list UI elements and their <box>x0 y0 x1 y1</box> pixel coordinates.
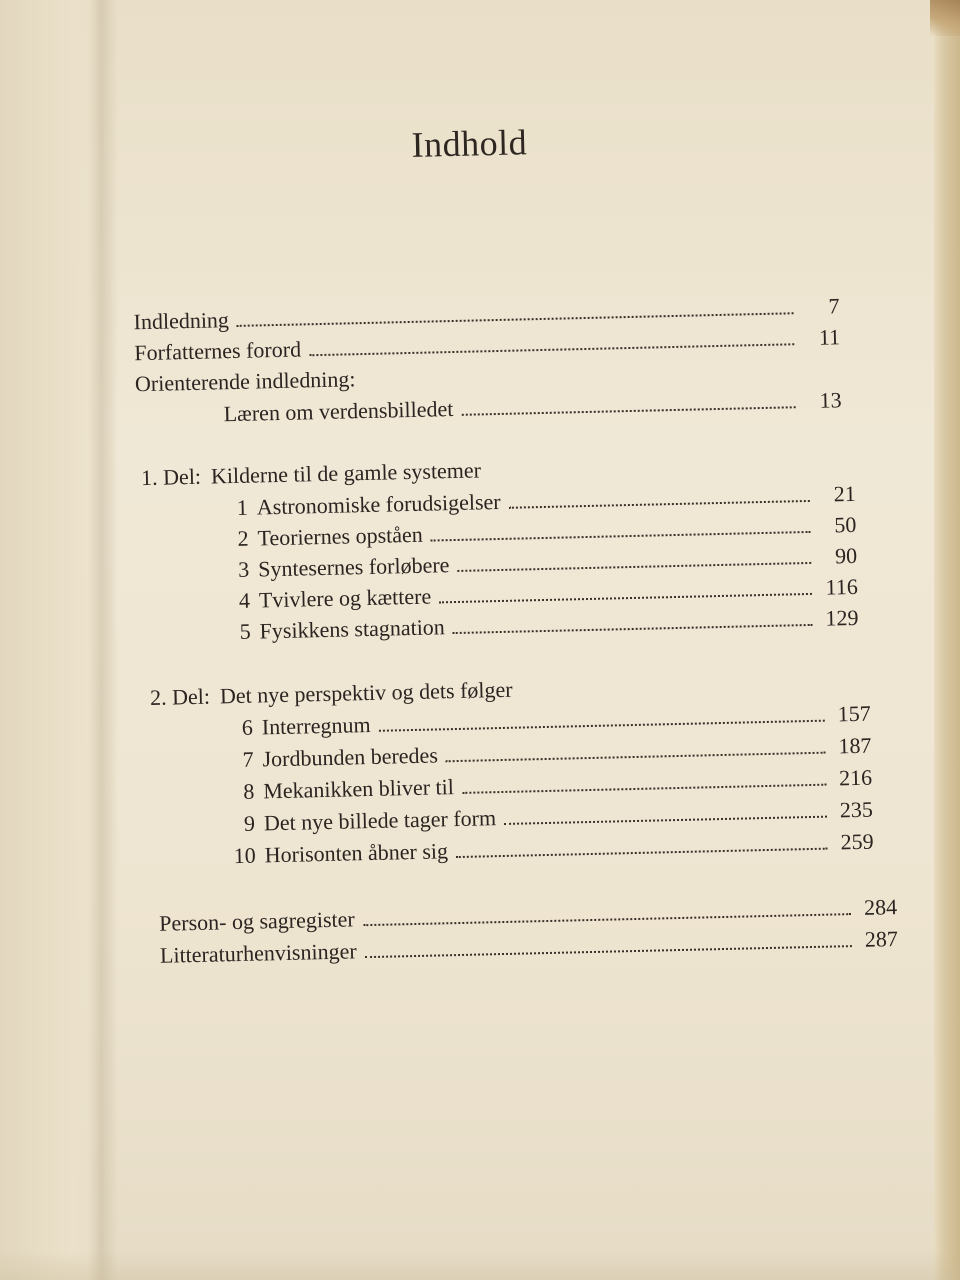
chapter-number: 4 <box>238 587 251 613</box>
chapter-page: 187 <box>838 732 872 759</box>
dot-leader <box>509 500 810 509</box>
toc-entry-page: 11 <box>818 324 841 350</box>
dot-leader <box>237 312 794 327</box>
dot-leader <box>363 913 851 926</box>
chapter-number: 2 <box>237 525 249 551</box>
chapter-number: 10 <box>233 842 257 869</box>
dot-leader <box>458 562 812 572</box>
chapter-title: Fysikkens stagnation <box>259 614 446 644</box>
chapter-title: Jordbunden beredes <box>262 742 439 772</box>
part-2-heading <box>150 676 513 712</box>
chapter-number: 8 <box>242 778 255 804</box>
part-1-label: 1. Del: <box>140 463 202 491</box>
chapter-number: 1 <box>236 494 249 520</box>
chapter-title: Teoriernes opståen <box>257 521 424 551</box>
toc-entry-page: 13 <box>819 387 842 413</box>
chapter-page: 235 <box>839 796 874 823</box>
chapter-title: Interregnum <box>261 711 371 740</box>
dot-leader <box>504 816 827 825</box>
chapter-title: Astronomiske forudsigelser <box>256 488 501 520</box>
dot-leader <box>453 624 813 634</box>
dot-leader <box>379 720 825 732</box>
dot-leader <box>462 784 826 794</box>
chapter-title: Syntesernes forløbere <box>257 552 450 582</box>
page-title: Indhold <box>411 122 528 165</box>
chapter-page: 129 <box>825 604 859 631</box>
part-2-title: Det nye perspektiv og dets følger <box>219 676 513 709</box>
dot-leader <box>461 406 795 416</box>
chapter-page: 216 <box>838 764 873 791</box>
chapter-number: 6 <box>241 714 254 740</box>
orienting-heading-text: Orienterende indledning: <box>134 366 356 397</box>
chapter-number: 5 <box>239 618 251 644</box>
chapter-page: 157 <box>837 700 871 727</box>
toc-entry-label: Litteraturhenvisninger <box>159 938 357 968</box>
part-1-heading <box>141 456 481 492</box>
dot-leader <box>431 531 811 542</box>
toc-entry-label: Forfatternes forord <box>134 336 302 366</box>
chapter-title: Tvivlere og kættere <box>258 583 432 613</box>
dot-leader <box>365 945 852 958</box>
toc-entry-page: 7 <box>828 293 840 319</box>
chapter-number: 7 <box>242 746 254 772</box>
part-1-title: Kilderne til de gamle systemer <box>210 457 482 489</box>
toc-entry-label: Indledning <box>133 307 230 335</box>
part-2-label: 2. Del: <box>149 683 211 710</box>
chapter-page: 90 <box>834 542 858 569</box>
dot-leader <box>456 848 828 858</box>
chapter-page: 21 <box>833 480 856 507</box>
toc-entry-label: Læren om verdensbilledet <box>223 396 454 427</box>
chapter-number: 3 <box>237 556 250 582</box>
chapter-page: 116 <box>825 573 859 600</box>
orienting-heading <box>135 365 356 398</box>
dot-leader <box>309 343 794 356</box>
chapter-title: Horisonten åbner sig <box>264 838 449 868</box>
chapter-page: 259 <box>840 828 874 855</box>
toc-entry-label: Person- og sagregister <box>158 906 355 936</box>
chapter-number: 9 <box>243 810 256 836</box>
chapter-title: Det nye billede tager form <box>263 805 497 836</box>
dot-leader <box>446 752 826 763</box>
toc-entry-page: 284 <box>863 894 898 920</box>
toc-entry-page: 287 <box>864 926 899 952</box>
dot-leader <box>439 593 812 603</box>
chapter-page: 50 <box>834 511 857 538</box>
chapter-title: Mekanikken bliver til <box>262 774 455 804</box>
